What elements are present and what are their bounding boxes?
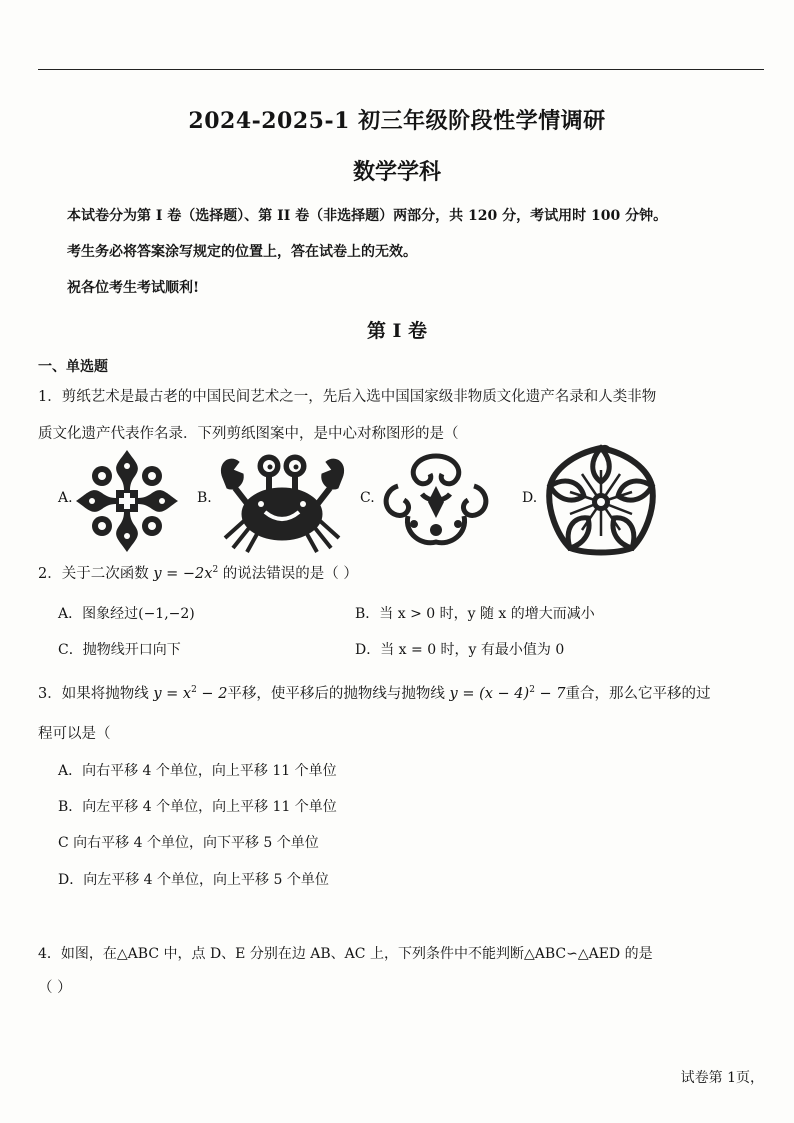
section-title: 一、单选题 [38,359,108,375]
q3-stem-line-1: 3．如果将抛物线 $y = x^2 - 2$平移，使平移后的抛物线与抛物线 $y = (x - 4)^2 - 7$重合，那么它平移的过 [38,685,711,702]
q2-option-b: B．当 x > 0 时，y 随 x 的增大而减小 [355,606,595,622]
symmetric-ornament-icon [378,446,494,556]
cross-pattern-icon [72,446,182,556]
q3-option-a: A．向右平移 4 个单位，向上平移 11 个单位 [58,763,337,779]
exam-title: 2024-2025-1 初三年级阶段性学情调研 [188,108,606,134]
flower-icon [540,440,662,560]
intro-line-2: 考生务必将答案涂写规定的位置上，答在试卷上的无效。 [67,244,417,260]
q3-option-d: D．向左平移 4 个单位，向上平移 5 个单位 [58,872,329,888]
q4-stem-line-2: （ ） [38,980,72,996]
q2-option-d: D．当 x = 0 时，y 有最小值为 0 [355,642,565,658]
q4-stem-line-1: 4．如图，在△ABC 中，点 D、E 分别在边 AB、AC 上，下列条件中不能判断△ABC∽△AED 的是 [38,946,653,962]
q3-option-c: C 向右平移 4 个单位，向下平移 5 个单位 [58,835,319,851]
q3-stem-line-2: 程可以是（ [38,726,111,742]
q1-stem-line-1: 1．剪纸艺术是最古老的中国民间艺术之一，先后入选中国国家级非物质文化遗产名录和人类非物 [38,389,657,405]
q1-option-d-label: D. [522,490,538,506]
q2-stem: 2．关于二次函数 $y = -2x^2$ 的说法错误的是（ ） [38,565,358,582]
intro-line-1: 本试卷分为第 I 卷（选择题）、第 II 卷（非选择题）两部分，共 120 分，考试用时 100 分钟。 [67,208,668,224]
q3-option-b: B．向左平移 4 个单位，向上平移 11 个单位 [58,799,337,815]
exam-subject: 数学学科 [352,159,441,185]
page-footer: 试卷第 1页， [680,1070,764,1086]
crab-icon [215,448,350,556]
top-rule [38,69,764,70]
q1-stem-line-2: 质文化遗产代表作名录．下列剪纸图案中，是中心对称图形的是（ [38,426,459,442]
q1-option-b-label: B. [197,490,212,506]
q2-option-a: A．图象经过(−1,−2) [58,606,195,622]
intro-line-3: 祝各位考生考试顺利! [67,280,200,296]
q1-option-a-label: A. [58,490,73,506]
q2-option-c: C．抛物线开口向下 [58,642,181,658]
q1-option-c-label: C. [360,490,375,506]
volume-title: 第 I 卷 [366,320,428,342]
